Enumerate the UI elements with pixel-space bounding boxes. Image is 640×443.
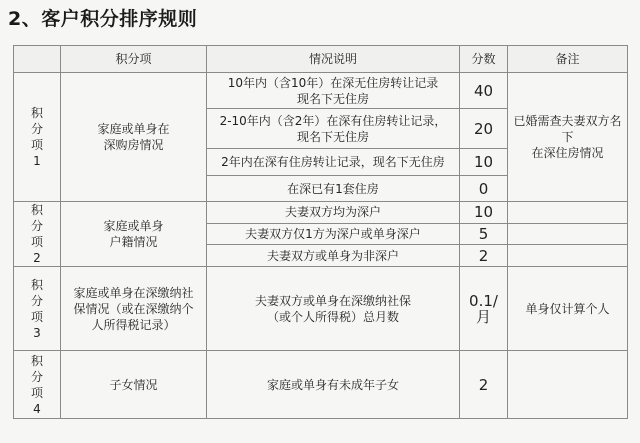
group-1-item: 家庭或单身在 深购房情况 <box>61 73 207 202</box>
group-4-desc-1: 家庭或单身有未成年子女 <box>207 351 460 419</box>
section-heading: 2、客户积分排序规则 <box>8 8 198 30</box>
group-3-item: 家庭或单身在深缴纳社 保情况（或在深缴纳个 人所得税记录） <box>61 267 207 351</box>
header-note: 备注 <box>508 46 628 73</box>
group-2-item: 家庭或单身 户籍情况 <box>61 202 207 267</box>
group-1-desc-3: 2年内在深有住房转让记录，现名下无住房 <box>207 149 460 176</box>
group-3-label: 积 分 项 3 <box>14 267 61 351</box>
group-1-score-1: 40 <box>460 73 508 109</box>
header-score: 分数 <box>460 46 508 73</box>
group-4-note <box>508 351 628 419</box>
group-2-score-3: 2 <box>460 245 508 267</box>
group-2-label: 积 分 项 2 <box>14 202 61 267</box>
group-1-label: 积 分 项 1 <box>14 73 61 202</box>
group-2-desc-3: 夫妻双方或单身为非深户 <box>207 245 460 267</box>
table-row <box>14 267 628 351</box>
group-1-desc-2: 2-10年内（含2年）在深有住房转让记录， 现名下无住房 <box>207 109 460 149</box>
group-3-note: 单身仅计算个人 <box>508 267 628 351</box>
table-row <box>14 202 628 224</box>
group-1-score-4: 0 <box>460 176 508 202</box>
group-4-score-1: 2 <box>460 351 508 419</box>
group-3-desc-1: 夫妻双方或单身在深缴纳社保 （或个人所得税）总月数 <box>207 267 460 351</box>
header-description: 情况说明 <box>207 46 460 73</box>
table-row <box>14 73 628 109</box>
group-2-desc-1: 夫妻双方均为深户 <box>207 202 460 224</box>
group-3-score-1: 0.1/月 <box>460 267 508 351</box>
group-4-label: 积 分 项 4 <box>14 351 61 419</box>
group-1-score-3: 10 <box>460 149 508 176</box>
header-item: 积分项 <box>61 46 207 73</box>
table-row <box>14 351 628 419</box>
header-blank <box>14 46 61 73</box>
group-4-item: 子女情况 <box>61 351 207 419</box>
scoring-rules-table <box>13 45 628 419</box>
table-header-row <box>14 46 628 73</box>
group-1-desc-4: 在深已有1套住房 <box>207 176 460 202</box>
group-2-score-2: 5 <box>460 223 508 245</box>
group-1-score-2: 20 <box>460 109 508 149</box>
group-2-note-3 <box>508 245 628 267</box>
group-1-note: 已婚需查夫妻双方名下 在深住房情况 <box>508 73 628 202</box>
group-2-desc-2: 夫妻双方仅1方为深户或单身深户 <box>207 223 460 245</box>
group-2-score-1: 10 <box>460 202 508 224</box>
group-1-desc-1: 10年内（含10年）在深无住房转让记录 现名下无住房 <box>207 73 460 109</box>
group-2-note-2 <box>508 223 628 245</box>
group-2-note-1 <box>508 202 628 224</box>
